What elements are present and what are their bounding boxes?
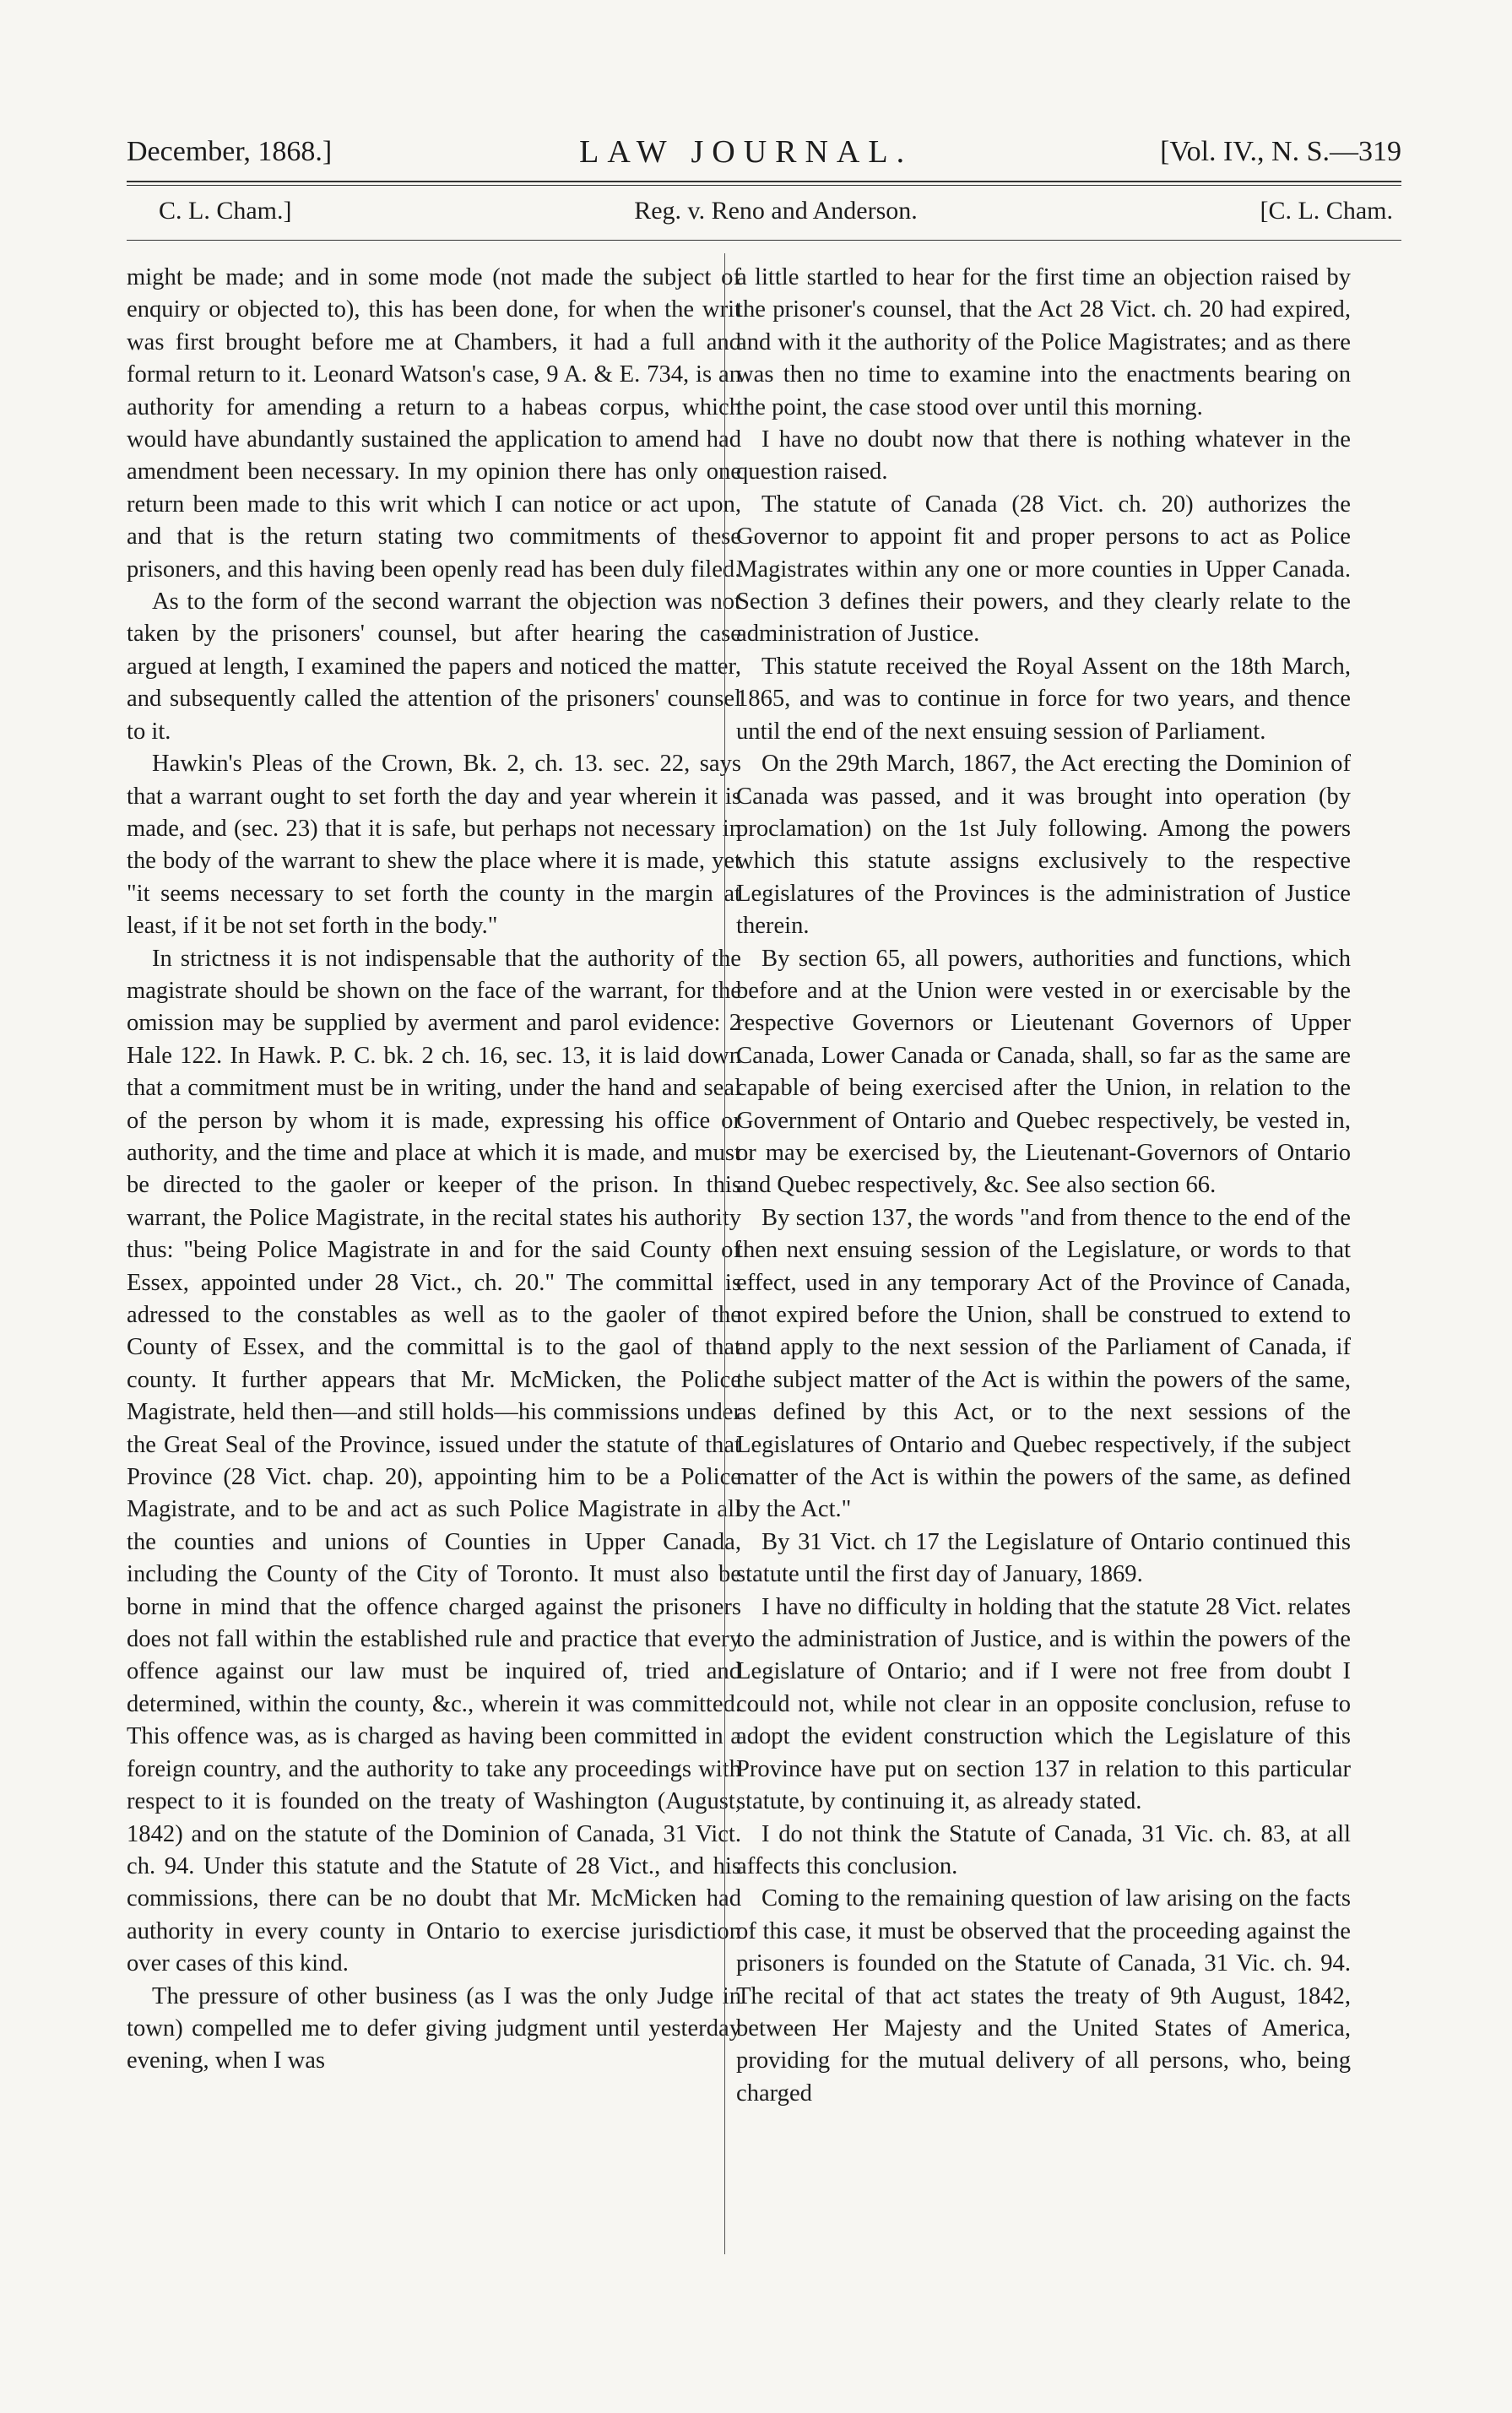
paragraph: I do not think the Statute of Canada, 31 Vic. ch. 83, at all affects this conclusion. xyxy=(736,1820,1351,1879)
case-header-court-right: [C. L. Cham. xyxy=(1260,197,1393,225)
case-header xyxy=(127,192,1401,230)
left-column xyxy=(127,262,741,2280)
case-header-court-left: C. L. Cham.] xyxy=(159,197,292,225)
paragraph: a little startled to hear for the first time an objection raised by the prisoner's counsel, that the Act 28 Vict. ch. 20 had expired, and with it the authority of the Police Magistrates; and as there was then no time to examine into the enactments bearing on the point, the case stood over until this morning. xyxy=(736,264,1351,420)
paragraph: By section 137, the words "and from thence to the end of the then next ensuing session of the Legislature, or words to that effect, used in any temporary Act of the Province of Canada, not expired before the Union, shall be construed to extend to and apply to the next session of the Parliament of Canada, if the subject matter of the Act is within the powers of the same, as defined by this Act, or to the next sessions of the Legislatures of Ontario and Quebec respectively, if the subject matter of the Act is within the powers of the same, as defined by the Act." xyxy=(736,1204,1351,1523)
header-rule-bottom xyxy=(127,185,1401,186)
paragraph: Coming to the remaining question of law arising on the facts of this case, it must be observed that the proceeding against the prisoners is founded on the Statute of Canada, 31 Vic. ch. 94. The recital of that act states the treaty of 9th August, 1842, between Her Majesty and the United States of America, providing for the mutual delivery of all persons, who, being charged xyxy=(736,1885,1351,2107)
header-rule-top xyxy=(127,181,1401,182)
paragraph: By 31 Vict. ch 17 the Legislature of Ontario continued this statute until the first day of January, 1869. xyxy=(736,1528,1351,1588)
paragraph: By section 65, all powers, authorities and functions, which before and at the Union were vested in or exercisable by the respective Governors or Lieutenant Governors of Upper Canada, Lower Canada or Canada, shall, so far as the same are capable of being exercised after the Union, in relation to the Government of Ontario and Quebec respectively, be vested in, or may be exercised by, the Lieutenant-Governors of Ontario and Quebec respectively, &c. See also section 66. xyxy=(736,945,1351,1199)
paragraph: I have no doubt now that there is nothing whatever in the question raised. xyxy=(736,426,1351,485)
paragraph: This statute received the Royal Assent on the 18th March, 1865, and was to continue in force for two years, and thence until the end of the next ensuing session of Parliament. xyxy=(736,653,1351,745)
paragraph: On the 29th March, 1867, the Act erecting the Dominion of Canada was passed, and it was brought into operation (by proclamation) on the 1st July following. Among the powers which this statute assigns exclusively to the respective Legislatures of the Provinces is the administration of Justice therein. xyxy=(736,751,1351,940)
column-divider xyxy=(724,253,725,2254)
header-journal-title: LAW JOURNAL. xyxy=(579,134,913,170)
paragraph: The statute of Canada (28 Vict. ch. 20) authorizes the Governor to appoint fit and proper persons to act as Police Magistrates within any one or more counties in Upper Canada. Section 3 defines their powers, and they clearly relate to the administration of Justice. xyxy=(736,491,1351,648)
header-volume: [Vol. IV., N. S.—319 xyxy=(1160,136,1401,167)
paragraph: As to the form of the second warrant the objection was not taken by the prisoners' counsel, but after hearing the case argued at length, I examined the papers and noticed the matter, and subsequently called the attention of the prisoners' counsel to it. xyxy=(127,588,741,745)
paragraph: In strictness it is not indispensable that the authority of the magistrate should be shown on the face of the warrant, for the omission may be supplied by averment and parol evidence: 2 Hale 122. In Hawk. P. C. bk. 2 ch. 16, sec. 13, it is laid down that a commitment must be in writing, under the hand and seal of the person by whom it is made, expressing his office or authority, and the time and place at which it is made, and must be directed to the gaoler or keeper of the prison. In this warrant, the Police Magistrate, in the recital states his authority thus: "being Police Magistrate in and for the said County of Essex, appointed under 28 Vict., ch. 20." The committal is adressed to the constables as well as to the gaoler of the County of Essex, and the committal is to the gaol of that county. It further appears that Mr. McMicken, the Police Magistrate, held then—and still holds—his commissions under the Great Seal of the Province, issued under the statute of that Province (28 Vict. chap. 20), appointing him to be a Police Magistrate, and to be and act as such Police Magistrate in all the counties and unions of Counties in Upper Canada, including the County of the City of Toronto. It must also be borne in mind that the offence charged against the prisoners does not fall within the established rule and practice that every offence against our law must be inquired of, tried and determined, within the county, &c., wherein it was committed. This offence was, as is charged as having been committed in a foreign country, and the authority to take any proceedings with respect to it is founded on the treaty of Washington (August, 1842) and on the statute of the Dominion of Canada, 31 Vict. ch. 94. Under this statute and the Statute of 28 Vict., and his commissions, there can be no doubt that Mr. McMicken had authority in every county in Ontario to exercise jurisdiction over cases of this kind. xyxy=(127,945,741,1977)
paragraph: The pressure of other business (as I was the only Judge in town) compelled me to defer giving judgment until yesterday evening, when I was xyxy=(127,1982,741,2074)
paragraph: might be made; and in some mode (not made the subject of enquiry or objected to), this has been done, for when the writ was first brought before me at Chambers, it had a full and formal return to it. Leonard Watson's case, 9 A. & E. 734, is an authority for amending a return to a habeas corpus, which would have abundantly sustained the application to amend had amendment been necessary. In my opinion there has only one return been made to this writ which I can notice or act upon, and that is the return stating two commitments of these prisoners, and this having been openly read has been duly filed. xyxy=(127,264,741,583)
case-header-rule xyxy=(127,240,1401,241)
running-header xyxy=(127,132,1401,172)
header-date: December, 1868.] xyxy=(127,136,333,167)
paragraph: Hawkin's Pleas of the Crown, Bk. 2, ch. 13. sec. 22, says that a warrant ought to set forth the day and year wherein it is made, and (sec. 23) that it is safe, but perhaps not necessary in the body of the warrant to shew the place where it is made, yet "it seems necessary to set forth the county in the margin at least, if it be not set forth in the body." xyxy=(127,751,741,940)
right-column xyxy=(736,262,1351,2280)
case-header-title: Reg. v. Reno and Anderson. xyxy=(634,197,918,225)
paragraph: I have no difficulty in holding that the statute 28 Vict. relates to the administration of Justice, and is within the powers of the Legislature of Ontario; and if I were not free from doubt I could not, while not clear in an opposite conclusion, refuse to adopt the evident construction which the Legislature of this Province have put on section 137 in relation to this particular statute, by continuing it, as already stated. xyxy=(736,1593,1351,1815)
